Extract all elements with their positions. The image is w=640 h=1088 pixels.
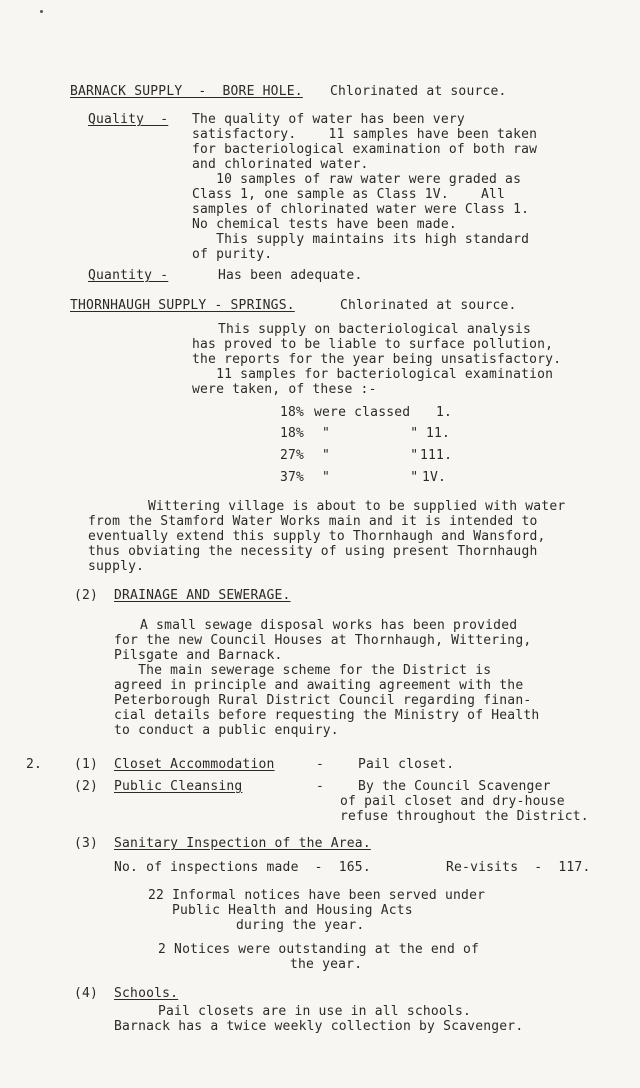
- outstanding-line: the year.: [290, 957, 363, 972]
- class-text: " ": [322, 426, 419, 441]
- cleansing-line: of pail closet and dry-house: [340, 794, 565, 809]
- schools-number: (4): [74, 986, 99, 1001]
- cleansing-line: refuse throughout the District.: [340, 809, 589, 824]
- closet-number: (1): [74, 757, 99, 772]
- quality-line: of purity.: [192, 247, 273, 262]
- drainage-line: Peterborough Rural District Council regarding finan-: [114, 693, 532, 708]
- drainage-line: for the new Council Houses at Thornhaugh, Wittering,: [114, 633, 532, 648]
- quality-line: The quality of water has been very: [192, 112, 465, 127]
- thornhaugh-closing: thus obviating the necessity of using present Thornhaugh: [88, 544, 538, 559]
- quality-line: This supply maintains its high standard: [192, 232, 530, 247]
- thornhaugh-line: has proved to be liable to surface pollution,: [192, 337, 554, 352]
- class-text: " ": [322, 448, 419, 463]
- quality-line: No chemical tests have been made.: [192, 217, 457, 232]
- class-pct: 18%: [280, 426, 305, 441]
- schools-line: Pail closets are in use in all schools.: [158, 1004, 472, 1019]
- thornhaugh-line: This supply on bacteriological analysis: [218, 322, 532, 337]
- section-number: 2.: [26, 757, 43, 772]
- class-value: 11.: [426, 426, 451, 441]
- revisits-count: Re-visits - 117.: [446, 860, 591, 875]
- schools-line: Barnack has a twice weekly collection by Scavenger.: [114, 1019, 524, 1034]
- quality-line: for bacteriological examination of both raw: [192, 142, 538, 157]
- drainage-number: (2): [74, 588, 99, 603]
- class-value: 1V.: [422, 470, 447, 485]
- quality-line: satisfactory. 11 samples have been taken: [192, 127, 538, 142]
- punch-mark: [40, 10, 43, 13]
- schools-label: Schools.: [114, 986, 179, 1001]
- class-text: were classed: [314, 405, 411, 420]
- class-text: " ": [322, 470, 419, 485]
- barnack-heading-tail: Chlorinated at source.: [330, 84, 507, 99]
- thornhaugh-line: 11 samples for bacteriological examination: [192, 367, 554, 382]
- notices-line: during the year.: [236, 918, 365, 933]
- drainage-line: A small sewage disposal works has been provided: [140, 618, 518, 633]
- thornhaugh-line: the reports for the year being unsatisfactory.: [192, 352, 562, 367]
- cleansing-number: (2): [74, 779, 99, 794]
- class-pct: 37%: [280, 470, 305, 485]
- closet-dash: -: [316, 757, 325, 772]
- quality-line: and chlorinated water.: [192, 157, 369, 172]
- closet-label: Closet Accommodation: [114, 757, 275, 772]
- drainage-heading: DRAINAGE AND SEWERAGE.: [114, 588, 291, 603]
- cleansing-line: By the Council Scavenger: [358, 779, 551, 794]
- quantity-label: Quantity -: [88, 268, 169, 283]
- cleansing-dash: -: [316, 779, 325, 794]
- notices-line: Public Health and Housing Acts: [172, 903, 413, 918]
- drainage-line: to conduct a public enquiry.: [114, 723, 339, 738]
- thornhaugh-closing: Wittering village is about to be supplied with water: [148, 499, 566, 514]
- quality-label: Quality -: [88, 112, 169, 127]
- class-value: 1.: [436, 405, 453, 420]
- thornhaugh-line: were taken, of these :-: [192, 382, 377, 397]
- quality-line: samples of chlorinated water were Class 1.: [192, 202, 530, 217]
- cleansing-label: Public Cleansing: [114, 779, 243, 794]
- thornhaugh-heading: THORNHAUGH SUPPLY - SPRINGS.: [70, 298, 295, 313]
- thornhaugh-closing: supply.: [88, 559, 145, 574]
- class-pct: 27%: [280, 448, 305, 463]
- inspection-label: Sanitary Inspection of the Area.: [114, 836, 371, 851]
- inspections-count: No. of inspections made - 165.: [114, 860, 371, 875]
- thornhaugh-closing: from the Stamford Water Works main and it is intended to: [88, 514, 538, 529]
- drainage-line: agreed in principle and awaiting agreement with the: [114, 678, 524, 693]
- barnack-heading: BARNACK SUPPLY - BORE HOLE.: [70, 84, 303, 99]
- drainage-line: cial details before requesting the Ministry of Health: [114, 708, 540, 723]
- inspection-number: (3): [74, 836, 99, 851]
- quantity-text: Has been adequate.: [218, 268, 363, 283]
- class-pct: 18%: [280, 405, 305, 420]
- drainage-line: Pilsgate and Barnack.: [114, 648, 283, 663]
- quality-line: 10 samples of raw water were graded as: [192, 172, 522, 187]
- closet-text: Pail closet.: [358, 757, 455, 772]
- thornhaugh-heading-tail: Chlorinated at source.: [340, 298, 517, 313]
- notices-line: 22 Informal notices have been served under: [148, 888, 486, 903]
- thornhaugh-closing: eventually extend this supply to Thornhaugh and Wansford,: [88, 529, 546, 544]
- outstanding-line: 2 Notices were outstanding at the end of: [158, 942, 480, 957]
- class-value: 111.: [420, 448, 453, 463]
- quality-line: Class 1, one sample as Class 1V. All: [192, 187, 506, 202]
- drainage-line: The main sewerage scheme for the District is: [114, 663, 492, 678]
